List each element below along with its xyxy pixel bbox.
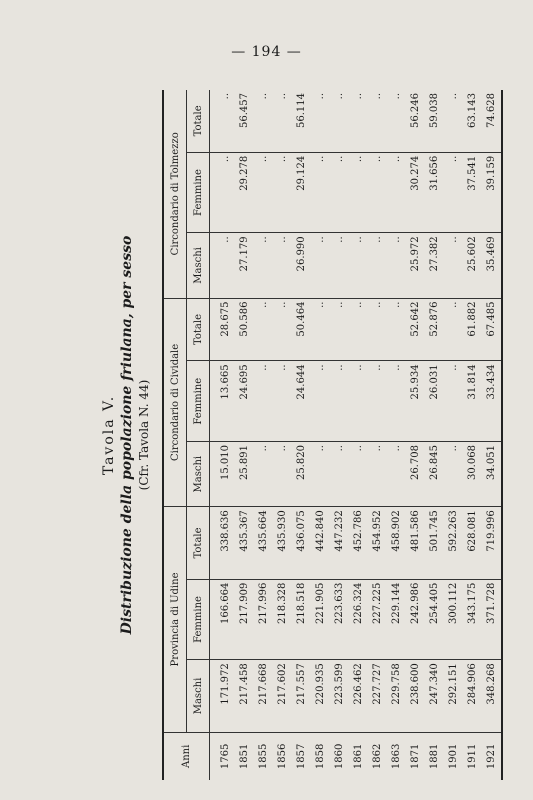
value-cell: .. [387,233,406,298]
value-cell: 435.664 [254,507,273,579]
table-caption [100,90,160,780]
value-cell: .. [210,152,236,233]
year-cell: 1863 [391,743,402,770]
col-header-femmine: Femmine [187,152,210,233]
value-cell: 33.434 [482,361,502,442]
table-row [444,90,463,780]
value-cell: 447.232 [330,507,349,579]
value-cell: .. [387,361,406,442]
value-cell: .. [273,152,292,233]
table-row [482,90,502,780]
value-cell: 229.144 [387,579,406,660]
value-cell: 59.038 [425,90,444,152]
table-row [349,90,368,780]
value-cell: 435.930 [273,507,292,579]
table-row [406,90,425,780]
col-header-maschi: Maschi [187,233,210,298]
value-cell: .. [254,233,273,298]
value-cell: 338.636 [210,507,236,579]
value-cell: 31.656 [425,152,444,233]
value-cell: .. [349,442,368,507]
value-cell: .. [387,442,406,507]
value-cell: 34.051 [482,442,502,507]
value-cell: .. [387,152,406,233]
value-cell: 61.882 [463,298,482,361]
value-cell: .. [273,90,292,152]
value-cell: 217.909 [235,579,254,660]
year-cell: 1911 [467,743,478,770]
value-cell: 436.075 [292,507,311,579]
value-cell: .. [330,152,349,233]
value-cell: 226.324 [349,579,368,660]
value-cell: 31.814 [463,361,482,442]
value-cell: 56.457 [235,90,254,152]
value-cell: .. [444,152,463,233]
value-cell: 284.906 [463,660,482,732]
value-cell: 25.891 [235,442,254,507]
value-cell: 28.675 [210,298,236,361]
value-cell: 628.081 [463,507,482,579]
table-row [311,90,330,780]
value-cell: 35.469 [482,233,502,298]
value-cell: 221.905 [311,579,330,660]
value-cell: 25.820 [292,442,311,507]
value-cell: .. [349,152,368,233]
year-cell: 1881 [429,743,440,770]
col-header-maschi: Maschi [187,660,210,732]
value-cell: 217.602 [273,660,292,732]
value-cell: 227.727 [368,660,387,732]
value-cell: 74.628 [482,90,502,152]
value-cell: 39.159 [482,152,502,233]
value-cell: .. [349,233,368,298]
value-cell: 37.541 [463,152,482,233]
value-cell: 217.996 [254,579,273,660]
value-cell: 218.328 [273,579,292,660]
year-cell: 1855 [258,743,269,770]
value-cell: 242.986 [406,579,425,660]
col-header-maschi: Maschi [187,442,210,507]
value-cell: 719.996 [482,507,502,579]
col-header-totale: Totale [187,507,210,579]
value-cell: 29.124 [292,152,311,233]
value-cell: .. [254,298,273,361]
col-header-femmine: Femmine [187,579,210,660]
value-cell: .. [444,361,463,442]
value-cell: .. [387,298,406,361]
value-cell: 442.840 [311,507,330,579]
value-cell: 435.367 [235,507,254,579]
value-cell: .. [254,361,273,442]
value-cell: 343.175 [463,579,482,660]
value-cell: 220.935 [311,660,330,732]
value-cell: 26.031 [425,361,444,442]
value-cell: .. [254,152,273,233]
value-cell: 481.586 [406,507,425,579]
value-cell: 348.268 [482,660,502,732]
value-cell: .. [254,442,273,507]
value-cell: 226.462 [349,660,368,732]
value-cell: 223.599 [330,660,349,732]
value-cell: 292.151 [444,660,463,732]
table-row [425,90,444,780]
value-cell: 218.518 [292,579,311,660]
year-cell: 1871 [410,743,421,770]
value-cell: 30.068 [463,442,482,507]
value-cell: 247.340 [425,660,444,732]
year-cell: 1858 [315,743,326,770]
group-header-tolmezzo: Circondario di Tolmezzo [163,90,187,298]
value-cell: 56.114 [292,90,311,152]
value-cell: .. [330,233,349,298]
value-cell: 217.668 [254,660,273,732]
value-cell: .. [330,90,349,152]
value-cell: 67.485 [482,298,502,361]
value-cell: 458.902 [387,507,406,579]
table-row [210,90,236,780]
value-cell: .. [273,361,292,442]
value-cell: 63.143 [463,90,482,152]
table-row [368,90,387,780]
table-row [330,90,349,780]
table-row [254,90,273,780]
value-cell: 371.728 [482,579,502,660]
value-cell: 24.695 [235,361,254,442]
value-cell: 217.458 [235,660,254,732]
table-row [273,90,292,780]
table-row [235,90,254,780]
value-cell: 26.845 [425,442,444,507]
value-cell: .. [368,298,387,361]
page-number: — 194 — [231,44,302,60]
year-cell: 1862 [372,743,383,770]
value-cell: .. [311,361,330,442]
value-cell: .. [210,233,236,298]
col-header-femmine: Femmine [187,361,210,442]
table-subtitle: Distribuzione della popolazione friulana, per sesso [119,235,135,635]
year-cell: 1901 [448,743,459,770]
value-cell: .. [349,298,368,361]
value-cell: .. [273,298,292,361]
value-cell: 50.464 [292,298,311,361]
value-cell: 24.644 [292,361,311,442]
value-cell: 15.010 [210,442,236,507]
value-cell: 26.990 [292,233,311,298]
value-cell: .. [368,90,387,152]
value-cell: .. [368,361,387,442]
value-cell: 238.600 [406,660,425,732]
value-cell: 229.758 [387,660,406,732]
value-cell: 25.972 [406,233,425,298]
table-reference: (Cfr. Tavola N. 44) [137,379,151,491]
value-cell: 52.642 [406,298,425,361]
value-cell: 300.112 [444,579,463,660]
value-cell: 171.972 [210,660,236,732]
value-cell: 501.745 [425,507,444,579]
year-cell: 1765 [220,743,231,770]
value-cell: .. [311,90,330,152]
value-cell: .. [311,152,330,233]
value-cell: .. [368,442,387,507]
value-cell: 592.263 [444,507,463,579]
col-header-anni: Anni [163,732,210,780]
value-cell: 217.557 [292,660,311,732]
table-row [387,90,406,780]
value-cell: 13.665 [210,361,236,442]
value-cell: 29.278 [235,152,254,233]
value-cell: .. [311,442,330,507]
col-header-totale: Totale [187,90,210,152]
value-cell: .. [444,298,463,361]
value-cell: 223.633 [330,579,349,660]
value-cell: .. [349,90,368,152]
value-cell: .. [330,361,349,442]
value-cell: 27.382 [425,233,444,298]
value-cell: .. [254,90,273,152]
value-cell: .. [311,298,330,361]
year-cell: 1856 [277,743,288,770]
value-cell: 27.179 [235,233,254,298]
value-cell: .. [444,233,463,298]
year-cell: 1861 [353,743,364,770]
value-cell: 52.876 [425,298,444,361]
value-cell: .. [387,90,406,152]
value-cell: .. [368,152,387,233]
population-table [162,90,503,780]
value-cell: 452.786 [349,507,368,579]
col-header-totale: Totale [187,298,210,361]
value-cell: .. [444,442,463,507]
value-cell: .. [330,442,349,507]
value-cell: 56.246 [406,90,425,152]
value-cell: 166.664 [210,579,236,660]
year-cell: 1860 [334,743,345,770]
value-cell: 30.274 [406,152,425,233]
rotated-table-page [100,90,497,780]
value-cell: .. [330,298,349,361]
table-row [463,90,482,780]
group-header-udine: Provincia di Udine [163,507,187,732]
value-cell: .. [273,233,292,298]
value-cell: .. [210,90,236,152]
year-cell: 1857 [296,743,307,770]
group-header-cividale: Circondario di Cividale [163,298,187,507]
value-cell: 454.952 [368,507,387,579]
table-title: Tavola V. [101,394,117,476]
value-cell: 26.708 [406,442,425,507]
value-cell: 50.586 [235,298,254,361]
value-cell: 227.225 [368,579,387,660]
value-cell: .. [368,233,387,298]
table-row [292,90,311,780]
value-cell: 254.405 [425,579,444,660]
value-cell: .. [273,442,292,507]
year-cell: 1921 [486,743,497,770]
value-cell: 25.934 [406,361,425,442]
value-cell: 25.602 [463,233,482,298]
value-cell: .. [349,361,368,442]
value-cell: .. [444,90,463,152]
year-cell: 1851 [239,743,250,770]
value-cell: .. [311,233,330,298]
